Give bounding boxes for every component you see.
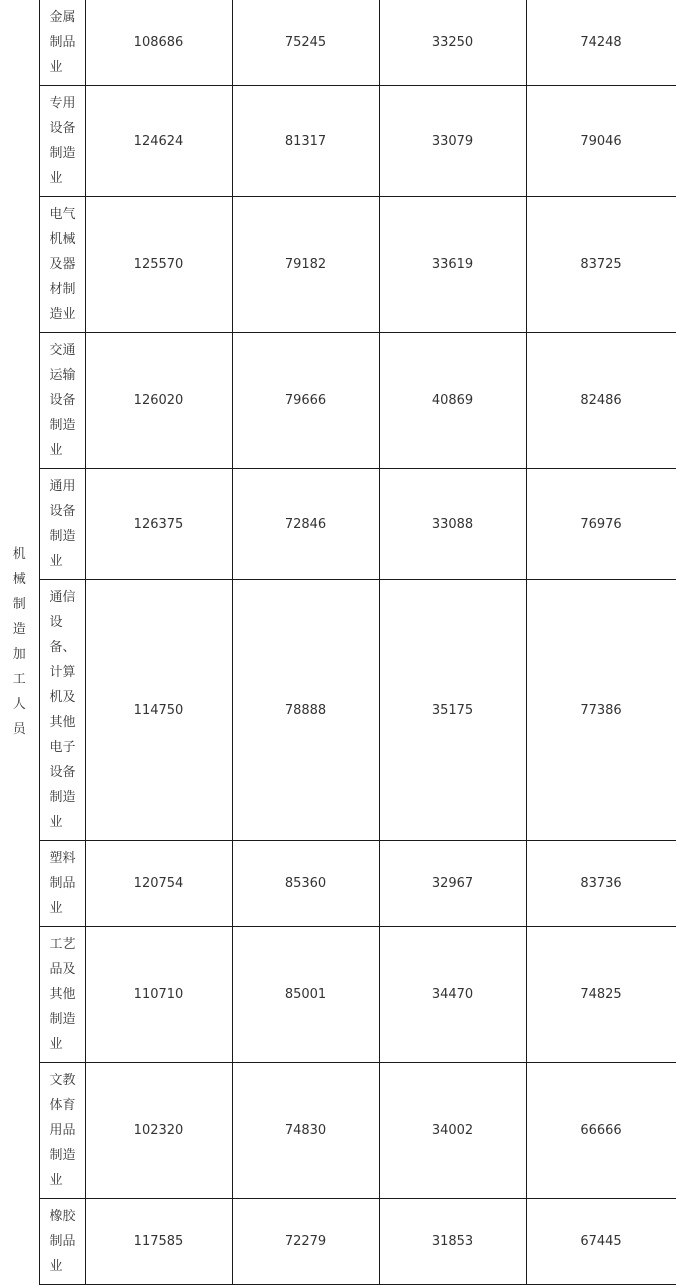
value-cell: 108686 [85, 0, 232, 86]
value-cell: 77386 [526, 580, 676, 841]
category-label: 通信设备、计算机及其他电子设备制造业 [49, 590, 76, 830]
table-row [0, 197, 676, 333]
category-cell [39, 841, 85, 927]
value-cell: 81317 [232, 86, 379, 197]
category-cell [39, 1199, 85, 1285]
value-cell: 117585 [85, 1199, 232, 1285]
value-cell: 114750 [85, 580, 232, 841]
group-label: 机械制造加工人员 [12, 546, 26, 737]
value-cell: 78888 [232, 580, 379, 841]
value-cell: 102320 [85, 1063, 232, 1199]
category-cell [39, 1063, 85, 1199]
value-cell: 110710 [85, 927, 232, 1063]
value-cell: 74825 [526, 927, 676, 1063]
value-cell: 67445 [526, 1199, 676, 1285]
category-cell [39, 580, 85, 841]
value-cell: 34002 [379, 1063, 526, 1199]
category-label: 塑料制品业 [49, 851, 76, 916]
table-row [0, 927, 676, 1063]
category-label: 专用设备制造业 [49, 96, 76, 186]
value-cell: 74248 [526, 0, 676, 86]
category-label: 文教体育用品制造业 [49, 1073, 76, 1188]
value-cell: 32967 [379, 841, 526, 927]
category-cell [39, 197, 85, 333]
category-cell [39, 0, 85, 86]
value-cell: 33250 [379, 0, 526, 86]
value-cell: 34470 [379, 927, 526, 1063]
value-cell: 72846 [232, 469, 379, 580]
category-cell [39, 469, 85, 580]
category-label: 交通运输设备制造业 [49, 343, 76, 458]
value-cell: 72279 [232, 1199, 379, 1285]
category-label: 工艺品及其他制造业 [49, 937, 76, 1052]
table-row [0, 0, 676, 86]
table-row [0, 580, 676, 841]
value-cell: 85360 [232, 841, 379, 927]
category-cell [39, 333, 85, 469]
table-row [0, 333, 676, 469]
value-cell: 120754 [85, 841, 232, 927]
category-label: 通用设备制造业 [49, 479, 76, 569]
value-cell: 79046 [526, 86, 676, 197]
value-cell: 33619 [379, 197, 526, 333]
value-cell: 74830 [232, 1063, 379, 1199]
table-row [0, 841, 676, 927]
value-cell: 79666 [232, 333, 379, 469]
category-label: 橡胶制品业 [49, 1209, 76, 1274]
category-label: 金属制品业 [49, 9, 76, 75]
value-cell: 126375 [85, 469, 232, 580]
table-row [0, 1063, 676, 1199]
value-cell: 83736 [526, 841, 676, 927]
table-row [0, 469, 676, 580]
value-cell: 125570 [85, 197, 232, 333]
group-cell [0, 0, 39, 1285]
value-cell: 83725 [526, 197, 676, 333]
table-row [0, 86, 676, 197]
value-cell: 66666 [526, 1063, 676, 1199]
value-cell: 75245 [232, 0, 379, 86]
value-cell: 124624 [85, 86, 232, 197]
value-cell: 31853 [379, 1199, 526, 1285]
value-cell: 126020 [85, 333, 232, 469]
value-cell: 33079 [379, 86, 526, 197]
value-cell: 85001 [232, 927, 379, 1063]
category-cell [39, 86, 85, 197]
value-cell: 33088 [379, 469, 526, 580]
category-label: 电气机械及器材制造业 [49, 207, 76, 322]
value-cell: 40869 [379, 333, 526, 469]
table-row [0, 1199, 676, 1285]
value-cell: 79182 [232, 197, 379, 333]
value-cell: 76976 [526, 469, 676, 580]
value-cell: 35175 [379, 580, 526, 841]
category-cell [39, 927, 85, 1063]
value-cell: 82486 [526, 333, 676, 469]
